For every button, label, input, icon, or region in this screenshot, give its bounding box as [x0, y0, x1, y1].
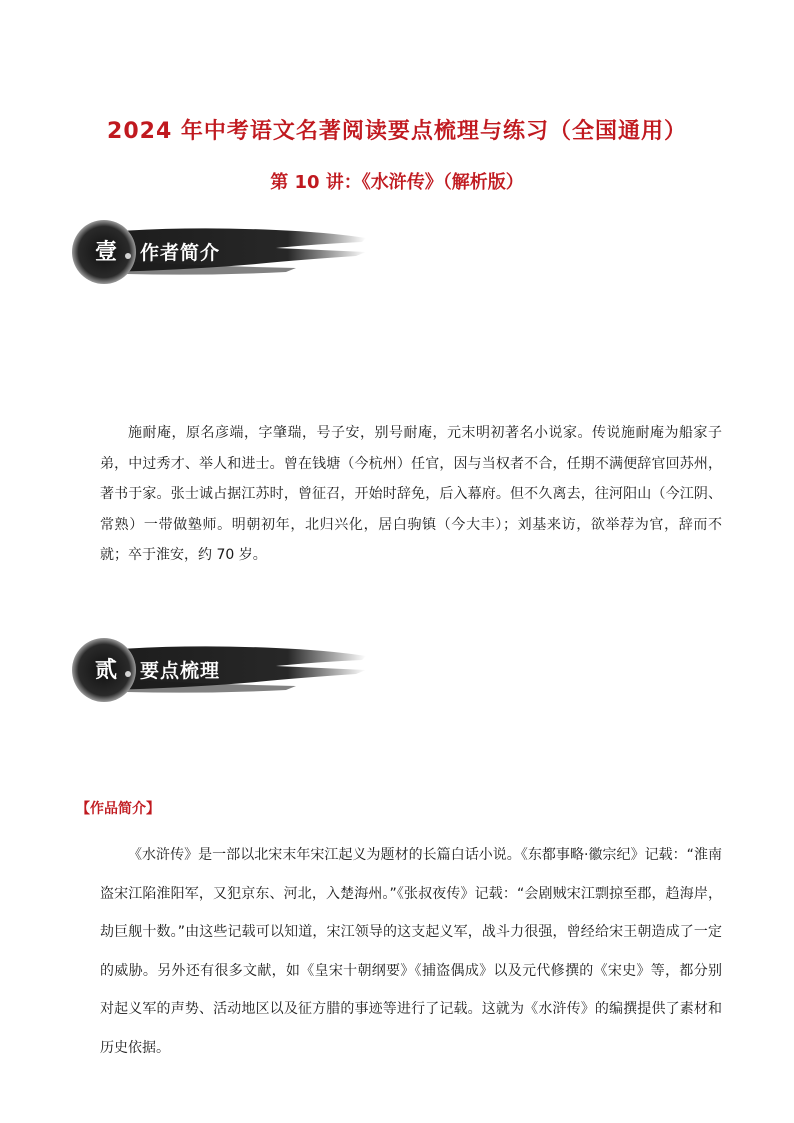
author-intro-paragraph: 施耐庵，原名彦端，字肇瑞，号子安，别号耐庵，元末明初著名小说家。传说施耐庵为船家子弟，中过秀才、举人和进士。曾在钱塘（今杭州）任官，因与当权者不合，任期不满便辞官回苏州，著书于家。张士诚占据江苏时，曾征召，开始时辞免，后入幕府。但不久离去，往河阳山（今江阴、常熟）一带做塾师。明朝初年，北归兴化，居白驹镇（今大丰）；刘基来访，欲举荐为官，辞而不就；卒于淮安，约 70 岁。 — [100, 425, 722, 563]
section-title: 要点梳理 — [140, 660, 221, 682]
section-title: 作者简介 — [140, 242, 221, 264]
section-banner-author — [66, 218, 366, 288]
work-intro-tag: 【作品简介】 — [76, 801, 160, 817]
document-subtitle: 第 10 讲：《水浒传》（解析版） — [270, 172, 524, 193]
section-banner-keypoints — [66, 636, 366, 706]
work-intro-paragraph: 《水浒传》是一部以北宋末年宋江起义为题材的长篇白话小说。《东都事略·徽宗纪》记载：“淮南盗宋江陷淮阳军，又犯京东、河北，入楚海州。”《张叔夜传》记载：“会剧贼宋江剽掠至郡，趋海岸，劫巨舰十数。”由这些记载可以知道，宋江领导的这支起义军，战斗力很强，曾经给宋王朝造成了一定的威胁。另外还有很多文献，如《皇宋十朝纲要》《捕盗偶成》以及元代修撰的《宋史》等，都分别对起义军的声势、活动地区以及征方腊的事迹等进行了记载。这就为《水浒传》的编撰提供了素材和历史依据。 — [100, 847, 722, 1056]
section-number: 壹 — [94, 240, 117, 265]
document-title: 2024 年中考语文名著阅读要点梳理与练习（全国通用） — [107, 119, 687, 144]
section-number: 贰 — [94, 658, 117, 683]
